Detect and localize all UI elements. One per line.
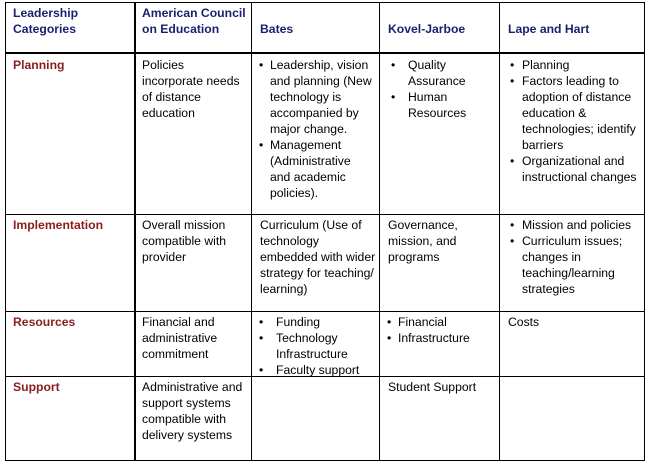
implementation-bates-cell: Curriculum (Use of technology embedded with wider strategy for teaching/ learning) [260,218,376,296]
header-bates: Bates [260,22,294,36]
column-divider [379,2,380,461]
resources-lape-and-hart-cell: Costs [508,315,540,329]
planning-ace-cell: Policies incorporate needs of distance education [142,58,240,120]
category-planning: Planning [13,58,65,72]
column-divider [251,2,252,461]
planning-kovel-jarboe-cell [384,57,494,121]
resources-kovel-jarboe-cell [384,314,494,346]
list-item: • Planning [504,57,640,73]
implementation-lape-and-hart-cell [504,217,640,297]
column-divider [499,2,500,461]
row-divider [5,214,645,215]
category-column-divider [134,2,136,461]
category-implementation: Implementation [13,218,104,232]
support-ace-cell: Administrative and support systems compatible with delivery systems [142,380,243,442]
table-border-right [644,2,645,461]
list-item: • Leadership, vision and planning (New technology is accompanied by major change. [256,57,374,137]
header-american-council-on-education: American Council on Education [142,6,246,36]
table-border-left [5,2,6,461]
list-item: • Technology Infrastructure [252,330,376,362]
resources-ace-cell: Financial and administrative commitment [142,315,218,361]
list-item: • Curriculum issues; changes in teaching/learning strategies [504,233,640,297]
list-item: • Human Resources [384,89,494,121]
row-divider [5,311,645,312]
table-border-top [5,2,645,3]
list-item: • Mission and policies [504,217,640,233]
planning-bates-cell [256,57,374,201]
header-lape-and-hart: Lape and Hart [508,22,590,36]
support-kovel-jarboe-cell: Student Support [388,380,477,394]
list-item: • Infrastructure [384,330,494,346]
table-border-bottom [5,460,645,461]
category-resources: Resources [13,315,76,329]
header-divider [5,52,645,54]
implementation-kovel-jarboe-cell: Governance, mission, and programs [388,218,458,264]
list-item: • Financial [384,314,494,330]
header-kovel-jarboe: Kovel-Jarboe [388,22,466,36]
category-support: Support [13,380,60,394]
list-item: • Organizational and instructional changes [504,153,640,185]
list-item: • Factors leading to adoption of distance education & technologies; identify barriers [504,73,640,153]
list-item: • Management (Administrative and academic policies). [256,137,374,201]
list-item: • Funding [252,314,376,330]
implementation-ace-cell: Overall mission compatible with provider [142,218,226,264]
planning-lape-and-hart-cell [504,57,640,185]
resources-bates-cell [252,314,376,378]
list-item: • Faculty support [252,362,376,378]
list-item: • Quality Assurance [384,57,494,89]
header-leadership-categories: Leadership Categories [13,6,79,36]
